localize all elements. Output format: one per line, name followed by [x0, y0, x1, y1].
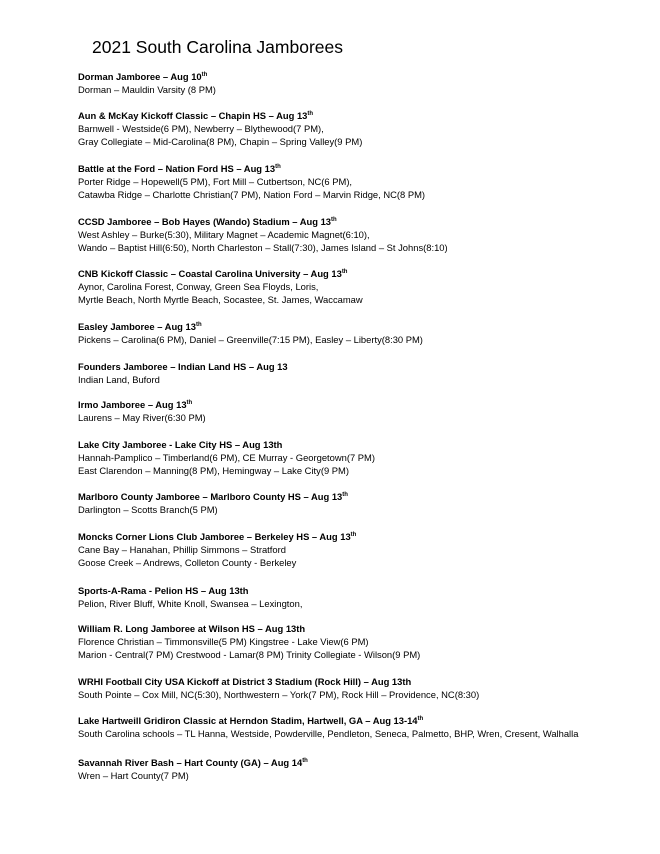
entry-heading: Founders Jamboree – Indian Land HS – Aug 13 [78, 361, 288, 372]
jamboree-entry [78, 360, 648, 386]
jamboree-entry [78, 714, 648, 740]
jamboree-entry [78, 267, 648, 306]
entry-line: Laurens – May River(6:30 PM) [78, 412, 206, 423]
entry-heading: CNB Kickoff Classic – Coastal Carolina University – Aug 13th [78, 268, 348, 279]
entry-line: East Clarendon – Manning(8 PM), Hemingway – Lake City(9 PM) [78, 465, 349, 476]
entry-line: Aynor, Carolina Forest, Conway, Green Sea Floyds, Loris, [78, 281, 319, 292]
jamboree-entry [78, 215, 648, 254]
entry-heading: Moncks Corner Lions Club Jamboree – Berkeley HS – Aug 13th [78, 531, 357, 542]
entry-heading: WRHI Football City USA Kickoff at District 3 Stadium (Rock Hill) – Aug 13th [78, 676, 412, 687]
entry-line: Goose Creek – Andrews, Colleton County - Berkeley [78, 557, 297, 568]
entry-line: Darlington – Scotts Branch(5 PM) [78, 504, 218, 515]
jamboree-entry [78, 109, 648, 148]
entry-heading: Dorman Jamboree – Aug 10th [78, 71, 208, 82]
entry-line: South Pointe – Cox Mill, NC(5:30), Northwestern – York(7 PM), Rock Hill – Providence, NC(8:30) [78, 689, 480, 700]
entry-line: Gray Collegiate – Mid-Carolina(8 PM), Chapin – Spring Valley(9 PM) [78, 136, 363, 147]
entry-line: Wren – Hart County(7 PM) [78, 770, 189, 781]
jamboree-entry [78, 398, 648, 424]
entry-line: Hannah-Pamplico – Timberland(6 PM), CE Murray - Georgetown(7 PM) [78, 452, 375, 463]
page-title: 2021 South Carolina Jamborees [92, 37, 343, 57]
jamboree-entry [78, 438, 648, 477]
entry-line: Cane Bay – Hanahan, Phillip Simmons – Stratford [78, 544, 286, 555]
entry-line: Marion - Central(7 PM) Crestwood - Lamar(8 PM) Trinity Collegiate - Wilson(9 PM) [78, 649, 421, 660]
entry-line: West Ashley – Burke(5:30), Military Magnet – Academic Magnet(6:10), [78, 229, 370, 240]
entry-heading: CCSD Jamboree – Bob Hayes (Wando) Stadium – Aug 13th [78, 216, 337, 227]
entry-line: Pickens – Carolina(6 PM), Daniel – Greenville(7:15 PM), Easley – Liberty(8:30 PM) [78, 334, 423, 345]
entry-heading: Savannah River Bash – Hart County (GA) – Aug 14th [78, 757, 308, 768]
jamboree-entry [78, 162, 648, 201]
entry-heading: Sports-A-Rama - Pelion HS – Aug 13th [78, 585, 249, 596]
jamboree-entry [78, 622, 648, 661]
jamboree-entry [78, 584, 648, 610]
jamboree-entry [78, 675, 648, 701]
entry-line: Catawba Ridge – Charlotte Christian(7 PM), Nation Ford – Marvin Ridge, NC(8 PM) [78, 189, 426, 200]
jamboree-entry [78, 530, 648, 569]
jamboree-entry [78, 70, 648, 96]
entry-heading: Marlboro County Jamboree – Marlboro County HS – Aug 13th [78, 491, 348, 502]
entry-heading: William R. Long Jamboree at Wilson HS – Aug 13th [78, 623, 306, 634]
entry-line: Indian Land, Buford [78, 374, 160, 385]
entry-line: Florence Christian – Timmonsville(5 PM) Kingstree - Lake View(6 PM) [78, 636, 369, 647]
entry-line: Porter Ridge – Hopewell(5 PM), Fort Mill – Cutbertson, NC(6 PM), [78, 176, 353, 187]
entry-line: Barnwell - Westside(6 PM), Newberry – Blythewood(7 PM), [78, 123, 324, 134]
entry-heading: Irmo Jamboree – Aug 13th [78, 399, 193, 410]
entry-line: South Carolina schools – TL Hanna, Westside, Powderville, Pendleton, Seneca, Palmetto, BHP, Wren, Cresent, Walhalla [78, 728, 579, 739]
jamboree-entry [78, 490, 648, 516]
jamboree-entry [78, 320, 648, 346]
entry-heading: Lake City Jamboree - Lake City HS – Aug 13th [78, 439, 283, 450]
entry-line: Pelion, River Bluff, White Knoll, Swansea – Lexington, [78, 598, 303, 609]
entry-line: Dorman – Mauldin Varsity (8 PM) [78, 84, 216, 95]
entry-heading: Easley Jamboree – Aug 13th [78, 321, 202, 332]
entry-line: Myrtle Beach, North Myrtle Beach, Socastee, St. James, Waccamaw [78, 294, 363, 305]
entry-line: Wando – Baptist Hill(6:50), North Charleston – Stall(7:30), James Island – St Johns(8:10) [78, 242, 448, 253]
entry-heading: Aun & McKay Kickoff Classic – Chapin HS – Aug 13th [78, 110, 314, 121]
entry-heading: Battle at the Ford – Nation Ford HS – Aug 13th [78, 163, 281, 174]
entry-heading: Lake Hartweill Gridiron Classic at Herndon Stadim, Hartwell, GA – Aug 13-14th [78, 715, 424, 726]
jamboree-entry [78, 756, 648, 782]
